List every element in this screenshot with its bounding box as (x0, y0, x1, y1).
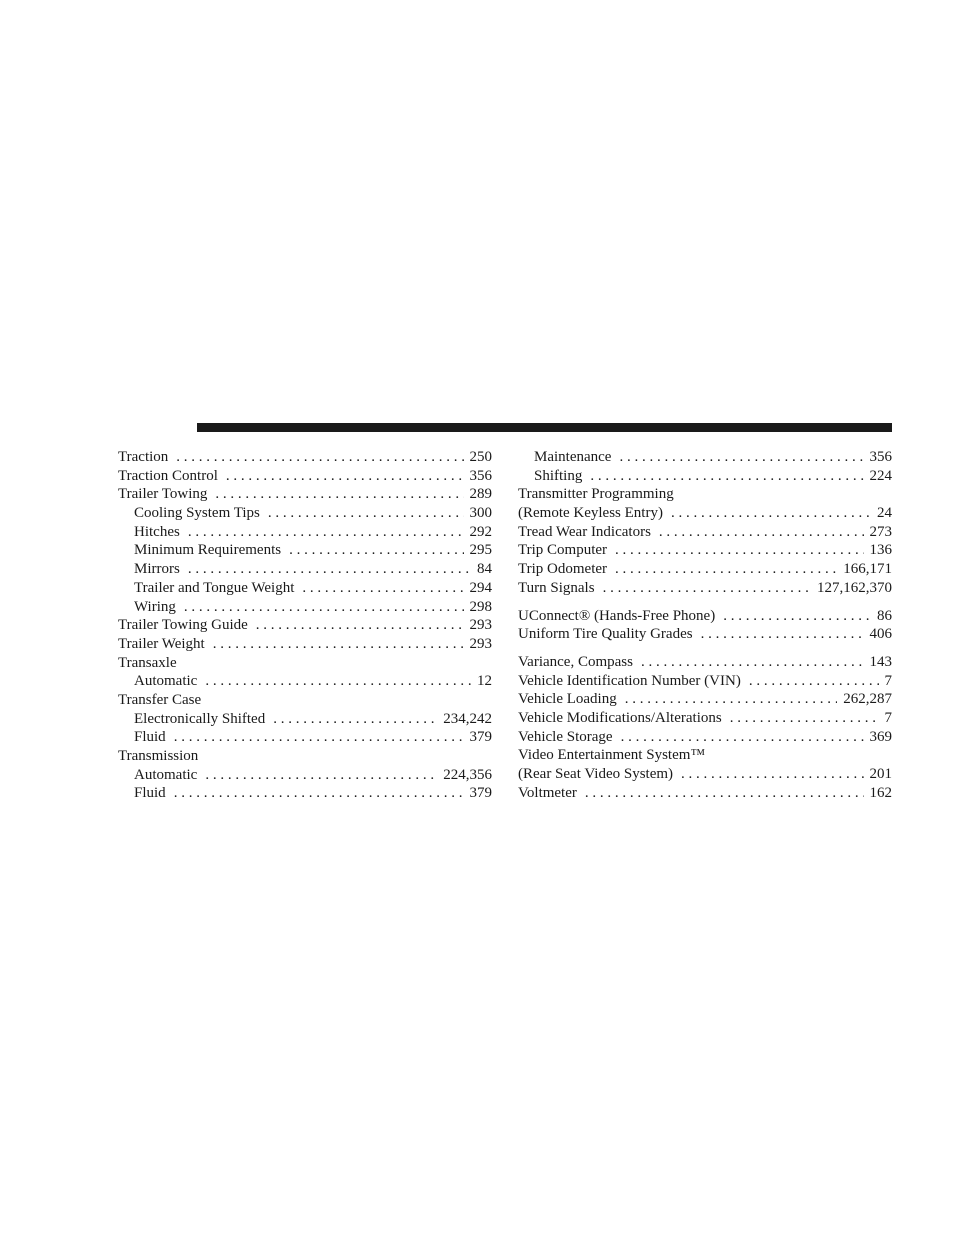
dot-leader (603, 579, 811, 598)
index-page-number: 292 (469, 523, 492, 540)
index-term: Transaxle (118, 654, 177, 671)
index-entry (518, 467, 892, 486)
index-page-number: 289 (469, 486, 492, 503)
index-term: Hitches (134, 523, 180, 540)
header-rule (197, 423, 892, 432)
dot-leader (615, 541, 863, 560)
index-page-number: 356 (469, 467, 492, 484)
index-entry (118, 598, 492, 617)
index-entry (118, 616, 492, 635)
index-term: Wiring (134, 598, 176, 615)
index-term: Automatic (134, 766, 198, 783)
index-term: Trip Odometer (518, 561, 608, 578)
index-entry (118, 448, 492, 467)
index-entry (518, 560, 892, 579)
index-entry (518, 728, 892, 747)
dot-leader (723, 607, 871, 626)
index-page-number: 406 (869, 626, 892, 643)
index-term: UConnect® (Hands-Free Phone) (518, 607, 716, 624)
index-entry (118, 728, 492, 747)
index-term: Mirrors (134, 561, 180, 578)
index-entry (518, 672, 892, 691)
index-term: Cooling System Tips (134, 505, 260, 522)
dot-leader (176, 448, 463, 467)
dot-leader (184, 598, 464, 617)
dot-leader (174, 728, 464, 747)
dot-leader (615, 560, 837, 579)
dot-leader (659, 523, 864, 542)
index-entry (518, 653, 892, 672)
index-page-number: 379 (469, 785, 492, 802)
dot-leader (625, 690, 838, 709)
dot-leader (681, 765, 863, 784)
index-entry (518, 784, 892, 803)
index-entry (518, 448, 892, 467)
index-term: Tread Wear Indicators (518, 523, 651, 540)
dot-leader (302, 579, 463, 598)
index-entry (118, 766, 492, 785)
index-entry (518, 485, 892, 504)
index-term: Variance, Compass (518, 653, 633, 670)
index-entry (518, 523, 892, 542)
index-entry (118, 747, 492, 766)
index-entry (518, 690, 892, 709)
index-page-number: 273 (869, 523, 892, 540)
dot-leader (701, 625, 864, 644)
index-entry (118, 691, 492, 710)
index-entry (118, 635, 492, 654)
index-page-number: 250 (469, 449, 492, 465)
index-term: Transfer Case (118, 691, 202, 708)
index-page-number: 298 (469, 598, 492, 615)
index-term: Video Entertainment System™ (518, 747, 706, 764)
index-entry (518, 765, 892, 784)
index-page-number: 294 (469, 579, 492, 596)
index-term: Transmission (118, 748, 199, 764)
index-page-number: 262,287 (843, 691, 892, 708)
dot-leader (619, 448, 863, 467)
index-term: Turn Signals (518, 579, 595, 596)
dot-leader (749, 672, 879, 691)
index-page-number: 86 (877, 607, 892, 624)
index-page-number: 201 (869, 766, 892, 782)
index-term: Minimum Requirements (134, 542, 282, 559)
dot-leader (205, 672, 471, 691)
index-term: Shifting (534, 467, 583, 484)
index-page-number: 300 (469, 505, 492, 522)
dot-leader (205, 766, 437, 785)
index-term: Electronically Shifted (134, 710, 266, 727)
index-entry (118, 541, 492, 560)
index-page-number: 234,242 (443, 710, 492, 727)
index-page-number: 166,171 (843, 561, 892, 578)
index-page-number: 162 (869, 784, 892, 801)
index-entry (118, 579, 492, 598)
dot-leader (730, 709, 879, 728)
index-page-number: 295 (469, 542, 492, 559)
index-page-number: 143 (869, 653, 892, 670)
dot-leader (621, 728, 864, 747)
index-page-number: 224 (869, 467, 892, 484)
index-term: Traction Control (118, 467, 218, 484)
index-column-right (518, 448, 892, 802)
index-term: Automatic (134, 673, 198, 690)
index-page-number: 127,162,370 (817, 579, 892, 596)
index-entry (118, 523, 492, 542)
index-page-number: 24 (877, 505, 892, 522)
dot-leader (268, 504, 464, 523)
dot-leader (215, 485, 463, 504)
dot-leader (671, 504, 871, 523)
index-entry (518, 504, 892, 523)
index-term: (Rear Seat Video System) (518, 766, 674, 782)
index-term: Trailer Towing (118, 486, 208, 503)
index-term: Trip Computer (518, 542, 608, 559)
index-term: Vehicle Loading (518, 691, 617, 708)
index-entry (518, 541, 892, 560)
index-entry (518, 709, 892, 728)
index-page-number: 293 (469, 635, 492, 652)
index-entry (118, 485, 492, 504)
dot-leader (256, 616, 464, 635)
index-page-number: 7 (884, 709, 892, 726)
dot-leader (188, 560, 471, 579)
index-entry (518, 579, 892, 598)
dot-leader (188, 523, 464, 542)
index-term: Uniform Tire Quality Grades (518, 626, 693, 643)
index-page-number: 224,356 (443, 766, 492, 783)
index-entry (118, 784, 492, 803)
index-term: Voltmeter (518, 784, 577, 801)
index-page-number: 293 (469, 617, 492, 634)
dot-leader (273, 710, 437, 729)
index-term: Trailer and Tongue Weight (134, 579, 295, 596)
dot-leader (590, 467, 863, 486)
dot-leader (226, 467, 464, 486)
index-entry (518, 625, 892, 644)
dot-leader (641, 653, 864, 672)
index-page-number: 84 (477, 561, 492, 578)
index-term: (Remote Keyless Entry) (518, 505, 663, 522)
index-term: Vehicle Identification Number (VIN) (518, 672, 741, 689)
index-entry (118, 467, 492, 486)
index-page-number: 136 (869, 542, 892, 559)
dot-leader (289, 541, 463, 560)
index-page-number: 369 (869, 728, 892, 745)
index-term: Trailer Towing Guide (118, 617, 248, 634)
index-term: Fluid (134, 785, 166, 802)
dot-leader (213, 635, 464, 654)
index-page-number: 12 (477, 673, 492, 690)
index-entry (118, 654, 492, 673)
index-entry (518, 746, 892, 765)
index-term: Maintenance (534, 449, 612, 465)
index-term: Vehicle Storage (518, 728, 613, 745)
index-entry (118, 672, 492, 691)
index-entry (118, 560, 492, 579)
dot-leader (585, 784, 864, 803)
index-entry (518, 607, 892, 626)
index-page-number: 356 (869, 449, 892, 465)
index-term: Traction (118, 449, 169, 465)
index-term: Fluid (134, 729, 166, 746)
index-column-left (118, 448, 492, 803)
index-entry (118, 504, 492, 523)
index-term: Vehicle Modifications/Alterations (518, 709, 722, 726)
index-page-number: 379 (469, 729, 492, 746)
index-page-number: 7 (884, 672, 892, 689)
index-term: Transmitter Programming (518, 486, 674, 503)
dot-leader (174, 784, 464, 803)
index-term: Trailer Weight (118, 635, 205, 652)
index-entry (118, 710, 492, 729)
